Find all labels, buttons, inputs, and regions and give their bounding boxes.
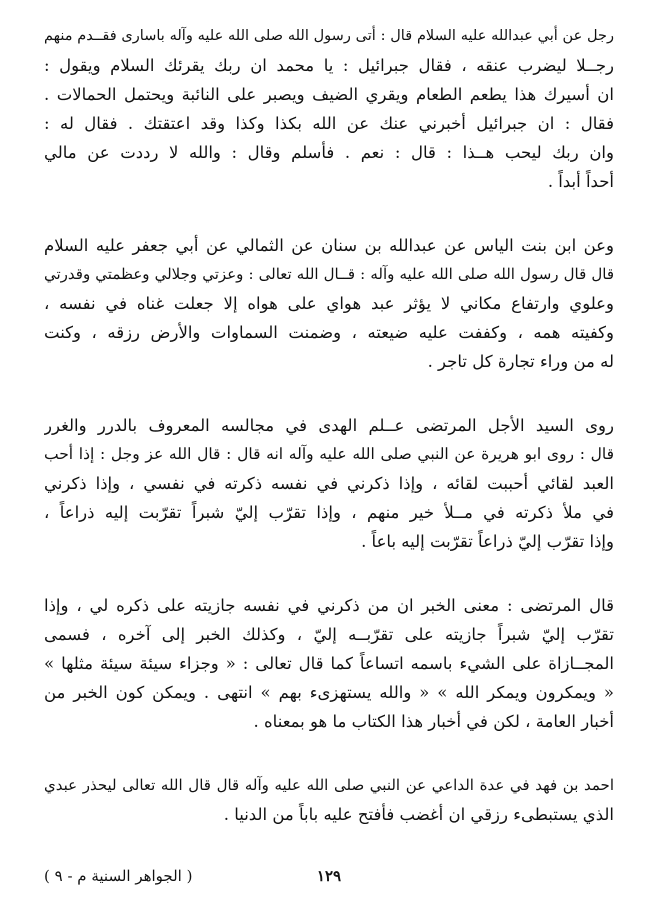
text-line: وعلوي وارتفاع مكاني لا يؤثر عبد هواي على هواه إلا جعلت غناه في نفسه ، [44,294,614,313]
text-line: العبد لقائي أحببت لقائه ، وإذا ذكرني في نفسه ذكرته في نفسي ، وإذا ذكرني [44,474,614,493]
text-line: احمد بن فهد في عدة الداعي عن النبي صلى الله عليه وآله قال قال الله تعالى ليحذر عبدي [44,776,614,794]
text-line: في ملأ ذكرته في مــلأ خير منهم ، وإذا تقرّب إليّ شبراً تقرّبت إليه ذراعاً ، [44,503,614,522]
paragraph-gap [44,556,614,591]
text-line: وعن ابن بنت الياس عن عبدالله بن سنان عن الثمالي عن أبي جعفر عليه السلام [44,236,614,255]
page-number: ١٢٩ [316,867,342,885]
text-line: وإذا تقرّب إليّ ذراعاً تقرّبت إليه باعاً . [361,532,614,551]
paragraph-2 [44,231,614,376]
page-body [44,22,614,829]
text-line: قال قال رسول الله صلى الله عليه وآله : قــال الله تعالى : وعزتي وجلالي وعظمتي وقدرتي [44,265,614,283]
text-line: أحداً أبداً . [547,172,614,191]
book-reference: ( الجواهر السنية م - ٩ ) [44,867,193,885]
paragraph-gap [44,736,614,771]
paragraph-gap [44,196,614,231]
text-line: الذي يستبطىء رزقي ان أغضب فأفتح عليه باباً من الدنيا . [223,805,614,824]
text-line: أخبار العامة ، لكن في أخبار هذا الكتاب ما هو بمعناه . [253,712,614,731]
text-line: فقال : ان جبرائيل أخبرني عنك عن الله بكذا وكذا وقد اعتقتك . فقال له : [44,114,614,133]
page-footer [44,862,614,890]
paragraph-4 [44,591,614,736]
paragraph-1 [44,22,614,196]
text-line: له من وراء تجارة كل تاجر . [427,352,614,371]
paragraph-5 [44,771,614,829]
text-line: وان ربك ليحب هــذا : قال : نعم . فأسلم وقال : والله لا رددت عن مالي [44,143,614,162]
text-line: المجــازاة على الشيء باسمه اتساعاً كما قال تعالى : « وجزاء سيئة سيئة مثلها » [44,654,614,673]
text-line: روى السيد الأجل المرتضى عــلم الهدى في مجالسه المعروف بالدرر والغرر [44,416,614,435]
text-line: قال : روى ابو هريرة عن النبي صلى الله عليه وآله انه قال : قال الله عز وجل : إذا أحب [44,445,614,463]
text-line: رجل عن أبي عبدالله عليه السلام قال : أتى رسول الله صلى الله عليه وآله باسارى فقــدم منهم [44,28,614,44]
text-line: قال المرتضى : معنى الخبر ان من ذكرني في نفسه جازيته على ذكره لي ، وإذا [44,596,614,615]
text-line: وكفيته همه ، وكففت عليه ضيعته ، وضمنت السماوات والأرض رزقه ، وكنت [44,323,614,342]
text-line: رجــلا ليضرب عنقه ، فقال جبرائيل : يا محمد ان ربك يقرئك السلام ويقول : [44,56,614,75]
text-line: ان أسيرك هذا يطعم الطعام ويقري الضيف ويصبر على النائبة ويحتمل الحمالات . [44,85,614,104]
text-line: « ويمكرون ويمكر الله » « والله يستهزىء بهم » انتهى . ويمكن كون الخبر من [44,683,614,702]
paragraph-3 [44,411,614,556]
paragraph-gap [44,376,614,411]
text-line: تقرّب إليّ شبراً جازيته على تقرّبــه إليّ ، وكذلك الخبر إلى آخره ، فسمى [44,625,614,644]
